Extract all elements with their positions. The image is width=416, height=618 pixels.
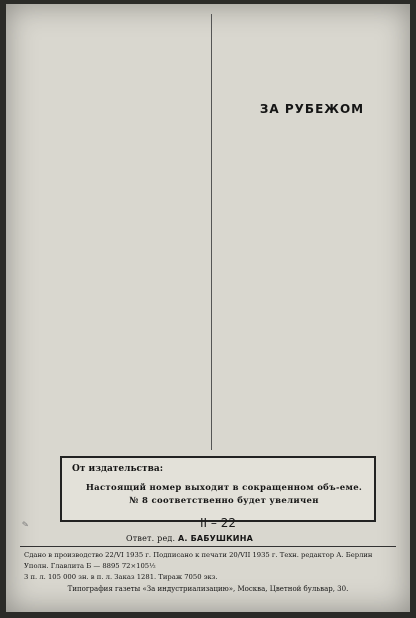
editor-label: Ответ. ред. (126, 534, 176, 543)
editor-name: А. БАБУШКИНА (178, 534, 253, 543)
right-column (220, 12, 404, 452)
printer-line: Типография газеты «За индустриализацию», Москва, Цветной бульвар, 30. (67, 585, 349, 593)
left-column (16, 12, 204, 452)
imprint-line-1: Сдано в производство 22/VI 1935 г. Подписано к печати 20/VII 1935 г. Техн. редактор А. Берлин (24, 551, 373, 559)
editor-line (126, 534, 253, 543)
handwritten-number: II – 22 (200, 516, 236, 530)
imprint-glavlit: Уполн. Главлита Б — 8895 (24, 562, 120, 570)
publisher-notice (60, 456, 376, 522)
foreign-heading: ЗА РУБЕЖОМ (259, 102, 365, 116)
newspaper-page (6, 4, 410, 612)
notice-title: От издательства: (72, 464, 164, 474)
column-divider (211, 14, 212, 450)
imprint-line-2 (24, 562, 396, 570)
imprint-line-3: 3 п. л. 105 000 зн. в п. л. Заказ 1281. Тираж 7050 экз. (24, 573, 218, 581)
imprint-format: 72×105½ (121, 562, 156, 570)
footer-rule (20, 546, 396, 547)
notice-text: Настоящий номер выходит в сокращенном объ-еме. № 8 соответственно будет увеличен (85, 483, 363, 506)
pencil-annotation: ✎ (21, 519, 30, 530)
